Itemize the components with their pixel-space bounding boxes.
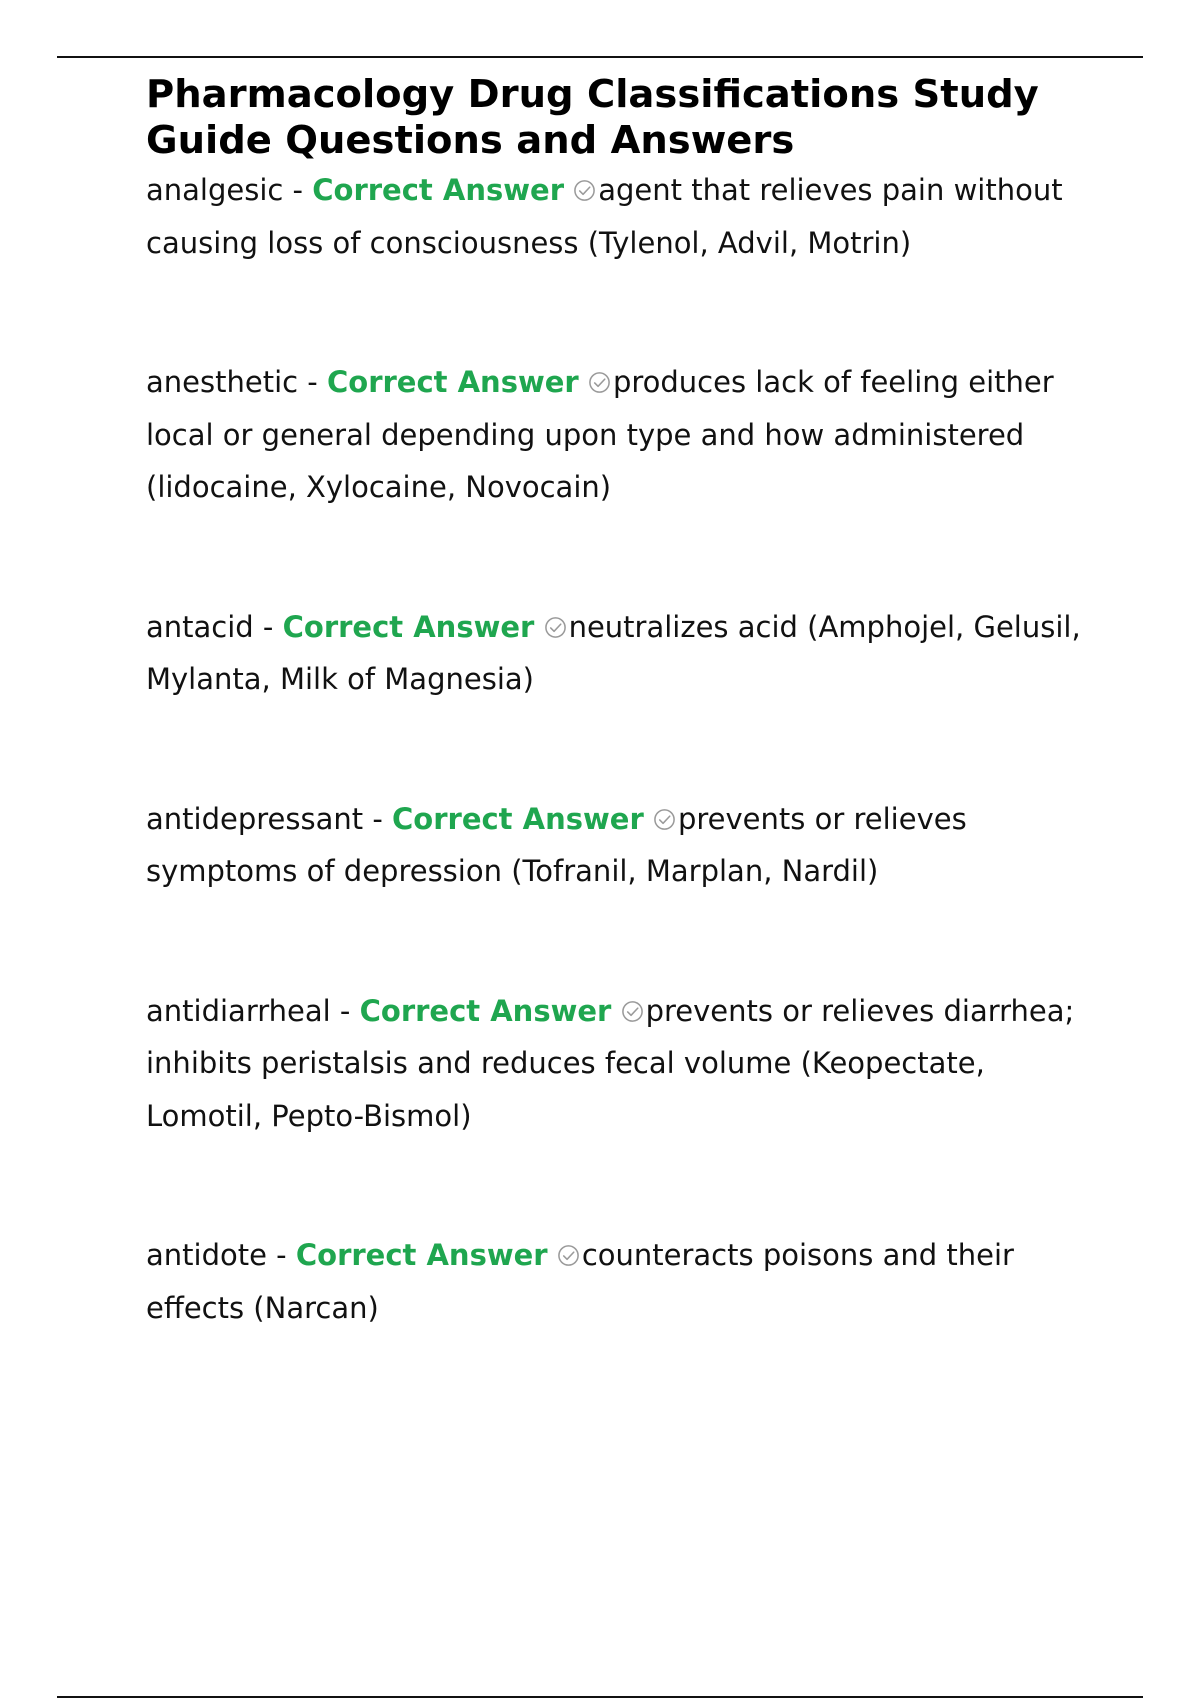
correct-answer-label: Correct Answer — [295, 1238, 548, 1272]
entry-separator: - — [363, 801, 393, 836]
entry-definition: produces lack of feeling either local or general depending upon type and how administered (lidocaine, Xylocaine, Novocain) — [146, 365, 1054, 504]
bottom-rule — [57, 1696, 1143, 1698]
document-title: Pharmacology Drug Classifications Study Guide Questions and Answers — [146, 72, 1039, 163]
entry-definition: agent that relieves pain without causing loss of consciousness (Tylenol, Advil, Motrin) — [146, 173, 1063, 260]
entry-term: antidepressant — [146, 801, 364, 836]
entry-definition: prevents or relieves symptoms of depression (Tofranil, Marplan, Nardil) — [146, 801, 967, 888]
top-rule — [57, 56, 1143, 58]
entry — [146, 601, 1106, 706]
entry — [146, 985, 1106, 1143]
entry-separator: - — [330, 993, 360, 1028]
correct-answer-label: Correct Answer — [282, 609, 535, 644]
entry-term: antacid — [146, 609, 254, 644]
entry-separator: - — [298, 365, 327, 399]
check-circle-icon — [544, 616, 567, 639]
check-circle-icon — [573, 179, 596, 202]
entry-separator: - — [283, 173, 313, 207]
check-circle-icon — [621, 1000, 644, 1023]
entry-definition: neutralizes acid (Amphojel, Gelusil, Mylanta, Milk of Magnesia) — [146, 609, 1081, 696]
entry — [146, 1229, 1106, 1334]
entry-term: anesthetic — [146, 365, 299, 399]
entry-separator: - — [253, 609, 283, 644]
entry-term: analgesic — [146, 173, 284, 207]
check-circle-icon — [653, 808, 676, 831]
entry — [146, 793, 1106, 898]
correct-answer-label: Correct Answer — [312, 173, 564, 207]
entry-definition: counteracts poisons and their effects (Narcan) — [146, 1238, 1014, 1325]
entry — [146, 356, 1106, 514]
correct-answer-label: Correct Answer — [392, 801, 644, 836]
check-circle-icon — [557, 1244, 580, 1267]
document-body — [146, 72, 1106, 1334]
entry-separator: - — [266, 1238, 296, 1272]
check-circle-icon — [588, 371, 611, 394]
correct-answer-label: Correct Answer — [359, 993, 612, 1028]
entry-term: antidiarrheal — [146, 993, 331, 1028]
entry — [146, 164, 1106, 269]
correct-answer-label: Correct Answer — [326, 365, 579, 399]
entry-term: antidote — [146, 1238, 267, 1272]
entry-definition: prevents or relieves diarrhea; inhibits peristalsis and reduces fecal volume (Keopectate, Lomotil, Pepto-Bismol) — [146, 993, 1075, 1133]
